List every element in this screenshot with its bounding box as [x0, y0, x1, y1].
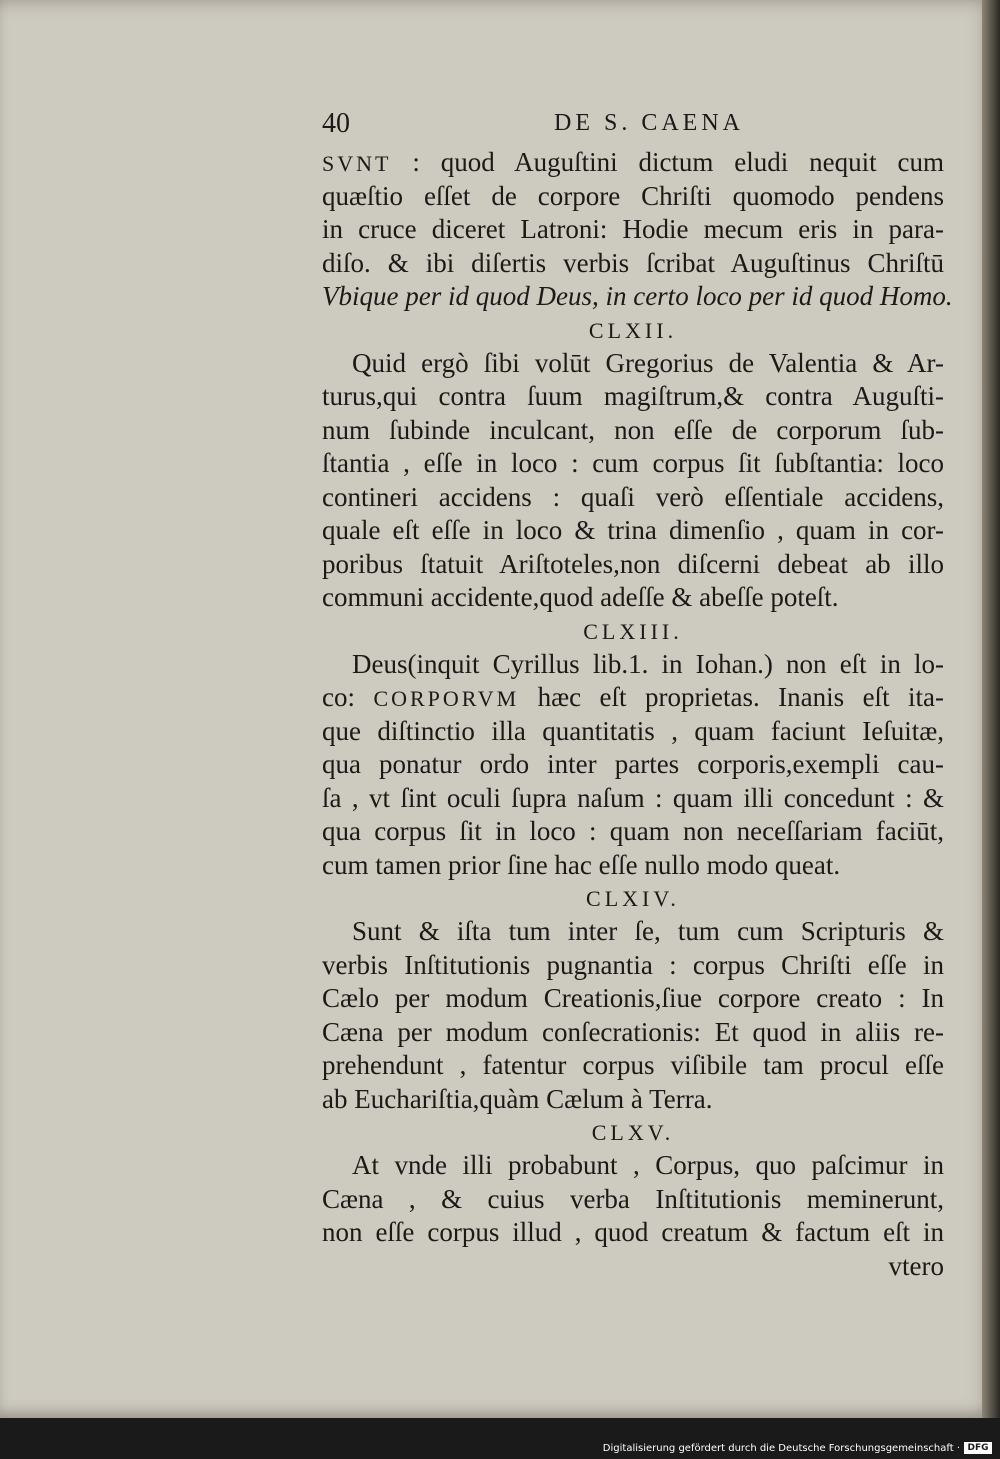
text-line: [322, 213, 944, 247]
line-text: diſo. & ibi diſertis verbis ſcribat Auguſtinus Chriſtū: [322, 247, 944, 278]
running-title: DE S. CAENA: [554, 110, 745, 136]
line-text: que diſtinctio illa quantitatis , quam faciunt Ieſuitæ,: [322, 715, 944, 746]
line-text: Cæna , & cuius verba Inſtitutionis meminerunt,: [322, 1183, 944, 1214]
line-text: ab Euchariſtia,quàm Cælum à Terra.: [322, 1083, 713, 1114]
text-line: [322, 1183, 944, 1217]
text-line: [322, 380, 944, 414]
text-line: [322, 782, 944, 816]
text-line: [322, 915, 944, 949]
text-line: [322, 180, 944, 214]
line-text: Sunt & iſta tum inter ſe, tum cum Scripturis &: [352, 916, 944, 946]
text-line: [322, 280, 953, 314]
text-line: [322, 247, 944, 281]
line-text: Vbique per id quod Deus, in certo loco per id quod Homo.: [322, 281, 953, 311]
line-text: Cæna per modum conſecrationis: Et quod in aliis re-: [322, 1016, 944, 1047]
line-text: contineri accidens : quaſi verò eſſentiale accidens,: [322, 481, 944, 512]
line-text: At vnde illi probabunt , Corpus, quo paſcimur in: [352, 1150, 944, 1180]
line-text: : quod Auguſtini dictum eludi nequit cum: [391, 147, 944, 177]
line-text: co:: [322, 682, 374, 712]
line-text: cum tamen prior ſine hac eſſe nullo modo queat.: [322, 849, 841, 880]
text-line: [322, 715, 944, 749]
text-line: [322, 849, 944, 883]
small-caps-word: CORPORVM: [373, 686, 520, 711]
line-text: qua ponatur ordo inter partes corporis,exempli cau-: [322, 749, 944, 779]
body-text: [322, 146, 953, 1250]
text-line: [322, 1049, 944, 1083]
line-text: in cruce diceret Latroni: Hodie mecum eris in para-: [322, 214, 944, 244]
line-text: quale eſt eſſe in loco & trina dimenſio , quam in cor-: [322, 515, 944, 545]
text-line: [322, 681, 944, 715]
text-line: [322, 481, 944, 515]
text-line: [322, 1016, 944, 1050]
page-text-block: [322, 108, 953, 1283]
text-line: [322, 1083, 944, 1117]
line-text-after: hæc eſt proprietas. Inanis eſt ita-: [519, 682, 944, 712]
line-text: verbis Inſtitutionis pugnantia : corpus Chriſti eſſe in: [322, 949, 944, 980]
text-line: [322, 815, 944, 849]
line-text: non eſſe corpus illud , quod creatum & factum eſt in: [322, 1217, 944, 1247]
line-text: Deus(inquit Cyrillus lib.1. in Iohan.) non eſt in lo-: [352, 648, 944, 679]
text-line: [322, 748, 944, 782]
section-number: CLXIII.: [583, 618, 683, 644]
small-caps-word: SVNT: [322, 151, 392, 176]
text-line: [322, 648, 944, 682]
digitization-footer: [0, 1418, 1000, 1459]
text-line: [322, 347, 944, 381]
catchword: vtero: [888, 1250, 944, 1281]
page-header: [322, 108, 944, 146]
line-text: turus,qui contra ſuum magiſtrum,& contra Auguſti-: [322, 381, 944, 411]
line-text: quæſtio eſſet de corpore Chriſti quomodo pendens: [322, 180, 944, 211]
line-text: Quid ergò ſibi volūt Gregorius de Valentia & Ar-: [352, 347, 944, 378]
text-line: [322, 447, 944, 481]
dfg-logo: DFG: [964, 1442, 992, 1454]
text-line: [322, 949, 944, 983]
text-line: [322, 548, 944, 582]
line-text: prehendunt , fatentur corpus viſibile tam procul eſſe: [322, 1050, 944, 1080]
text-line: [322, 982, 944, 1016]
line-text: Cælo per modum Creationis,ſiue corpore creato : In: [322, 983, 944, 1013]
section-number: CLXV.: [591, 1120, 675, 1145]
line-text: qua corpus ſit in loco : quam non neceſſariam faciūt,: [322, 816, 944, 846]
line-text: poribus ſtatuit Ariſtoteles,non diſcerni debeat ab illo: [322, 548, 944, 579]
line-text: ſtantia , eſſe in loco : cum corpus ſit ſubſtantia: loco: [322, 448, 944, 478]
text-line: [322, 1216, 944, 1250]
page-number: 40: [322, 108, 350, 139]
section-number: CLXII.: [588, 317, 678, 343]
line-text: communi accidente,quod adeſſe & abeſſe poteſt.: [322, 582, 839, 612]
text-line: [322, 581, 944, 615]
line-text: num ſubinde inculcant, non eſſe de corporum ſub-: [322, 414, 944, 445]
line-text: ſa , vt ſint oculi ſupra naſum : quam illi concedunt : &: [322, 782, 944, 813]
footer-credit: Digitalisierung gefördert durch die Deutsche Forschungsgemeinschaft ·: [602, 1443, 960, 1454]
page-gutter-shadow: [982, 0, 1000, 1418]
text-line: [322, 146, 944, 180]
text-line: [322, 1149, 944, 1183]
section-number: CLXIV.: [586, 886, 680, 911]
text-line: [322, 414, 944, 448]
text-line: [322, 514, 944, 548]
